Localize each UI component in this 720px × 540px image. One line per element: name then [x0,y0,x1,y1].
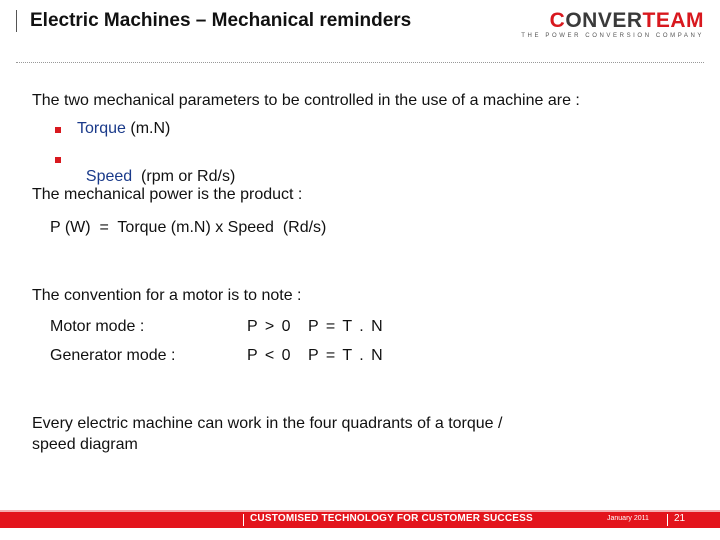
page-number: 21 [674,513,686,524]
power-intro: The mechanical power is the product : [32,186,303,203]
company-logo [521,10,704,39]
page-title: Electric Machines – Mechanical reminders [30,10,412,31]
bullet-icon [55,157,61,163]
intro-text: The two mechanical parameters to be controlled in the use of a machine are : [32,92,580,109]
power-formula: P (W) = Torque (m.N) x Speed (Rd/s) [50,219,327,236]
logo-part-1: C [549,9,566,32]
footer-bar [0,512,720,528]
quadrants-text-line2: speed diagram [32,436,138,453]
motor-mode-equation: P = T . N [308,318,383,335]
convention-intro: The convention for a motor is to note : [32,287,302,304]
footer-tagline: CUSTOMISED TECHNOLOGY FOR CUSTOMER SUCCESS [250,513,533,524]
logo-part-3: TEAM [642,9,704,32]
logo-part-2: ONVER [565,9,643,32]
footer-divider [243,514,244,526]
generator-mode-equation: P = T . N [308,347,383,364]
motor-mode-condition: P > 0 [247,318,291,335]
motor-mode-label: Motor mode : [50,318,145,335]
bullet-speed [77,150,235,186]
bullet-term: Speed [85,168,133,185]
bullet-detail: (m.N) [125,120,171,137]
quadrants-text-line1: Every electric machine can work in the four quadrants of a torque / [32,415,503,432]
bullet-term: Torque [77,120,126,137]
generator-mode-label: Generator mode : [50,347,176,364]
bullet-detail: (rpm or Rd/s) [132,168,236,185]
title-divider [16,10,17,32]
logo-tagline: THE POWER CONVERSION COMPANY [521,33,704,39]
footer-date: January 2011 [607,515,649,522]
header-rule [16,62,704,63]
footer-divider [667,514,668,526]
bullet-icon [55,127,61,133]
generator-mode-condition: P < 0 [247,347,291,364]
bullet-torque [77,120,170,138]
